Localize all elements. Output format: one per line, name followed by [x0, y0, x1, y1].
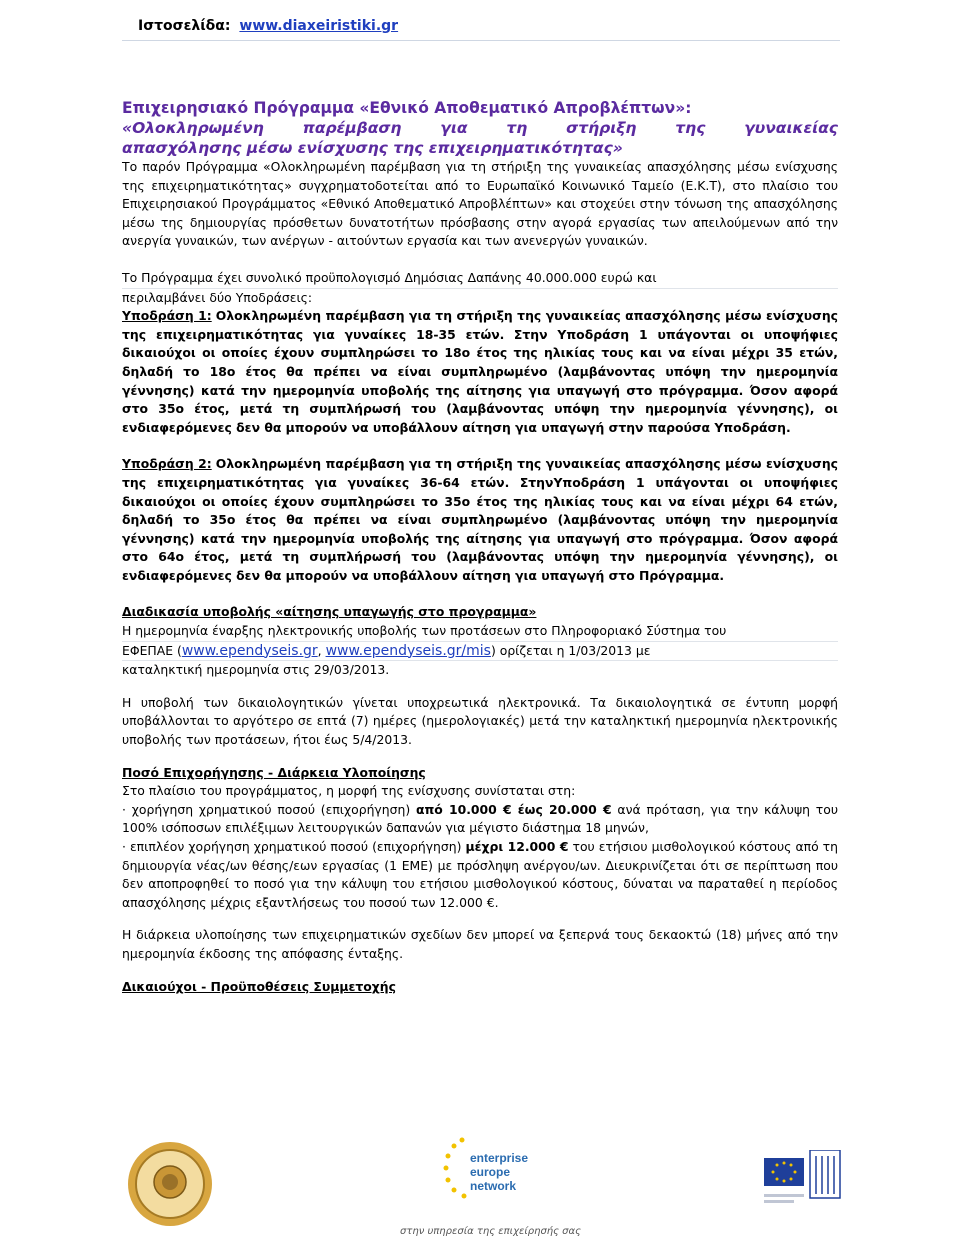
- intro-paragraph: Το παρόν Πρόγραμμα «Ολοκληρωμένη παρέμβαση για τη στήριξη της γυναικείας απασχόλησης μέσω ενίσχυσης της επιχειρηματικότητας» συγχρηματοδοτείται από το Ευρωπαϊκό Κοινωνικό Ταμείο (Ε.Κ.Τ), στο πλαίσιο του Επιχειρησιακού Προγράμματος «Εθνικό Αποθεματικό Απροβλέπτων» και στοχεύει στην τόνωση της απασχόλησης μέσω της δημιουργίας πρόσθετων δυνατοτήτων πρόσβασης στην αγορά εργασίας των απειλούμενων από την ανεργία γυναικών, των ανέργων - αιτούντων εργασία και των ανενεργών γυναικών.: [122, 159, 838, 249]
- een-line-1: enterprise: [470, 1151, 529, 1165]
- footer-tagline: στην υπηρεσία της επιχείρησής σας: [400, 1226, 581, 1237]
- bullet-1-post: ανά πρόταση, για την κάλυψη του 100% ισόποσων επιλέξιμων λειτουργικών δαπανών για μέγιστο διάστημα 18 μηνών,: [122, 801, 839, 836]
- title-line-3: απασχόλησης μέσω ενίσχυσης της επιχειρηματικότητας»: [122, 139, 623, 157]
- procedure-paragraph-2: Η υποβολή των δικαιολογητικών γίνεται υποχρεωτικά ηλεκτρονικά. Τα δικαιολογητικά σε έντυπη μορφή υποβάλλονται το αργότερο σε επτά (7) ημέρες (ημερολογιακές) μετά την καταληκτική ημερομηνία ηλεκτρονικής υποβολής των προτάσεων, ήτοι έως 5/4/2013.: [122, 694, 838, 748]
- subaction-1: [122, 307, 838, 437]
- een-line-2: europe: [470, 1165, 511, 1179]
- enterprise-europe-network-logo: [440, 1134, 540, 1214]
- subaction-1-title: Ολοκληρωμένη παρέμβαση για τη στήριξη της γυναικείας απασχόλησης μέσω ενίσχυσης της επιχειρηματικότητας για γυναίκες 18-35 ετών.: [122, 308, 838, 342]
- een-line-3: network: [470, 1179, 517, 1193]
- title-line-2: «Ολοκληρωμένη παρέμβαση για τη στήριξη της γυναικείας: [122, 119, 838, 137]
- header-label: Ιστοσελίδα:: [138, 18, 231, 34]
- duration-paragraph: Η διάρκεια υλοποίησης των επιχειρηματικών σχεδίων δεν μπορεί να ξεπερνά τους δεκαοκτώ (18) μήνες από την ημερομηνία έκδοσης της απόφασης ένταξης.: [122, 927, 838, 961]
- header-url-link[interactable]: www.diaxeiristiki.gr: [239, 18, 399, 34]
- ependyseis-link[interactable]: www.ependyseis.gr: [181, 642, 318, 659]
- program-title: [122, 98, 838, 158]
- budget-line-1: Το Πρόγραμμα έχει συνολικό προϋπολογισμό Δημόσιας Δαπάνης 40.000.000 ευρώ και: [122, 269, 838, 289]
- funding-bullet-1: [122, 801, 838, 838]
- page-header: [122, 18, 840, 41]
- procedure-line-1: Η ημερομηνία έναρξης ηλεκτρονικής υποβολής των προτάσεων στο Πληροφοριακό Σύστημα του: [122, 622, 838, 642]
- bullet-2-amount: μέχρι 12.000 €: [465, 839, 569, 854]
- link-separator: ,: [317, 642, 326, 658]
- funding-intro: Στο πλαίσιο του προγράμματος, η μορφή της ενίσχυσης συνίσταται στη:: [122, 783, 576, 799]
- procedure-pre-text: ΕΦΕΠΑΕ (: [122, 642, 182, 658]
- budget-line-2: περιλαμβάνει δύο Υποδράσεις:: [122, 289, 313, 305]
- subaction-1-body: Στην Υποδράση 1 υπάγονται οι υποψήφιες δικαιούχοι οι οποίες έχουν συμπληρώσει το 18ο έτος της ηλικίας τους και να είναι μέχρι 35 ετών, δηλαδή το 18ο έτος θα πρέπει να είναι συμπληρωμένο (λαμβάνοντας υπόψη την ημερομηνία γέννησης) κατά την ημερομηνία υποβολής της αίτησης για υπαγωγή στο πρόγραμμα. Όσον αφορά στο 35ο έτος, μετά τη συμπλήρωσή του (λαμβάνοντας υπόψη την ημερομηνία γέννησης), οι ενδιαφερόμενες δεν θα μπορούν να υποβάλλουν αίτηση για υπαγωγή στην παρούσα Υποδράση.: [122, 326, 838, 435]
- subaction-2-body: ΣτηνΥποδράση 1 υπάγονται οι υποψήφιες δικαιούχοι οι οποίες έχουν συμπληρώσει το 35ο έτος της ηλικίας τους και να είναι μέχρι 64 ετών, δηλαδή το 35ο έτος θα πρέπει να είναι συμπληρωμένο (λαμβάνοντας υπόψη την ημερομηνία γέννησης) κατά την ημερομηνία υποβολής της αίτησης για υπαγωγή στο πρόγραμμα. Όσον αφορά στο 64ο έτος, μετά τη συμπλήρωσή του (λαμβάνοντας υπόψη την ημερομηνία γέννησης), οι ενδιαφερόμενες δεν θα μπορούν να υποβάλλουν αίτηση για υπαγωγή στο Πρόγραμμα.: [122, 474, 838, 583]
- ependyseis-mis-link[interactable]: www.ependyseis.gr/mis: [325, 642, 491, 659]
- footer-logos: [0, 1130, 960, 1242]
- bullet-1-amount: από 10.000 € έως 20.000 €: [415, 801, 612, 817]
- document-body: [122, 98, 838, 996]
- beneficiaries-heading: Δικαιούχοι - Προϋποθέσεις Συμμετοχής: [122, 978, 396, 994]
- subaction-2-title: Ολοκληρωμένη παρέμβαση για τη στήριξη της γυναικείας απασχόλησης μέσω ενίσχυσης της επιχειρηματικότητας για γυναίκες 36-64 ετών.: [122, 456, 838, 490]
- eu-commission-logo: [764, 1150, 844, 1224]
- bullet-2-post: του ετήσιου μισθολογικού κόστους από τη δημιουργία νέας/ων θέσης/εων εργασίας (1 ΕΜΕ) με πρόσληψη ανέργου/ων. Διευκρινίζεται ότι σε περίπτωση που δεν αποπροφηθεί το ποσό για την κάλυψη του ετήσιου μισθολογικού κόστους, δύναται να παραταθεί η περίοδος απασχόλησης μέχρις εξαντλήσεως του ποσού των 12.000 €.: [122, 839, 838, 910]
- title-line-1: Επιχειρησιακό Πρόγραμμα «Εθνικό Αποθεματικό Απροβλέπτων»:: [122, 99, 692, 117]
- subaction-2-label: Υποδράση 2:: [122, 456, 212, 472]
- coin-seal-logo: [126, 1140, 214, 1228]
- procedure-post-text: ) ορίζεται η 1/03/2013 με: [490, 642, 651, 658]
- subaction-2: [122, 455, 838, 585]
- procedure-line-3: καταληκτική ημερομηνία στις 29/03/2013.: [122, 662, 390, 678]
- procedure-line-2: [122, 642, 838, 662]
- subaction-1-label: Υποδράση 1:: [122, 308, 212, 324]
- bullet-2-pre: · επιπλέον χορήγηση χρηματικού ποσού (επιχορήγηση): [122, 839, 466, 854]
- funding-heading: Ποσό Επιχορήγησης - Διάρκεια Υλοποίησης: [122, 764, 426, 780]
- procedure-heading: Διαδικασία υποβολής «αίτησης υπαγωγής στο προγραμμα»: [122, 604, 537, 620]
- bullet-1-pre: · χορήγηση χρηματικού ποσού (επιχορήγηση): [122, 801, 416, 817]
- funding-bullet-2: [122, 838, 838, 912]
